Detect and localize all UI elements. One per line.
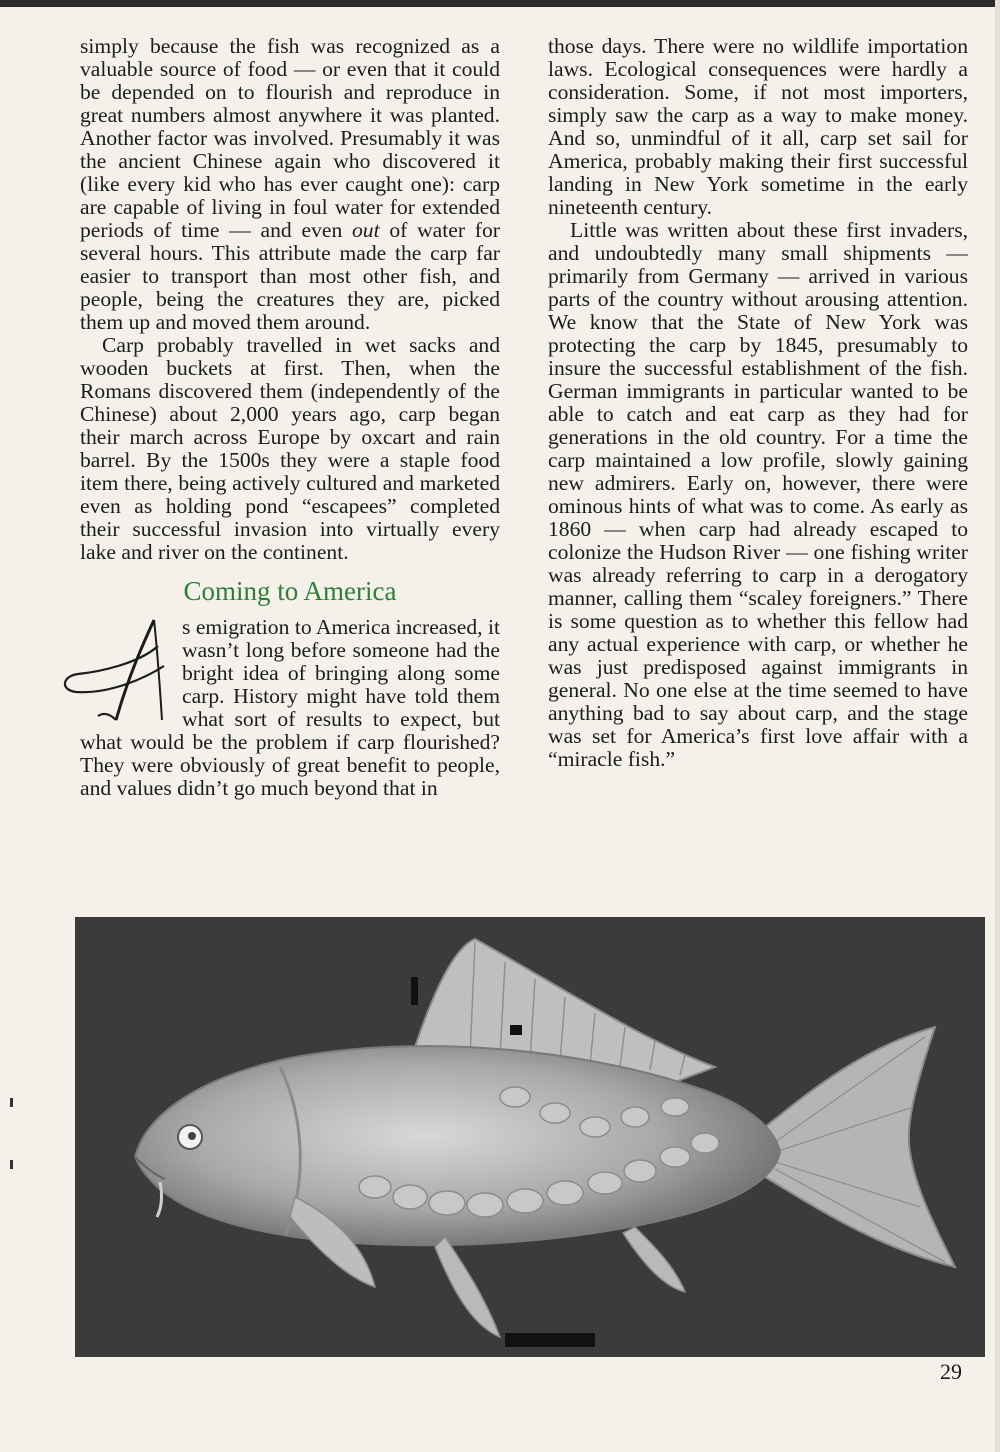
right-column bbox=[548, 35, 968, 771]
paragraph bbox=[80, 616, 500, 800]
paragraph bbox=[80, 35, 500, 334]
paragraph: Little was written about these first invaders, and undoubtedly many small shipments — primarily from Germany — arrived in various parts of the country without arousing attention. We know that the State of New York was protecting the carp by 1845, presumably to insure the successful establishment of the fish. German immigrants in particular wanted to be able to catch and eat carp as they had for generations in the old country. For a time the carp maintained a low profile, slowly gaining new admirers. Early on, however, there were ominous hints of what was to come. As early as 1860 — when carp had already escaped to colonize the Hudson River — one fishing writer was already referring to carp in a derogatory manner, calling them “scaley foreigners.” There is some question as to whether this fellow had any actual experience with carp, or whether he was just predisposed against immigrants in general. No one else at the time seemed to have anything bad to say about carp, and the stage was set for America’s first love affair with a “miracle fish.” bbox=[548, 218, 968, 771]
paragraph: Carp probably travelled in wet sacks and wooden buckets at first. Then, when the Romans discovered them (independently of the Chinese) about 2,000 years ago, carp began their march across Europe by oxcart and rain barrel. By the 1500s they were a staple food item there, being actively cultured and marketed even as holding pond “escapees” completed their successful invasion into virtually every lake and river on the continent. bbox=[80, 333, 500, 564]
page-number: 29 bbox=[940, 1359, 962, 1384]
paragraph: those days. There were no wildlife importation laws. Ecological consequences were hardly a consideration. Some, if not most importers, simply saw the carp as a way to make money. And so, unmindful of it all, carp set sail for America, probably making their first successful landing in New York sometime in the early nineteenth century. bbox=[548, 34, 968, 219]
carp-icon bbox=[75, 917, 985, 1357]
carp-illustration bbox=[75, 917, 985, 1357]
section-heading: Coming to America bbox=[183, 576, 397, 606]
paragraph-text: s emigration to America increased, it wasn’t long before someone had the bright idea of bringing along some carp. History might have told them what sort of results to expect, but what would be the problem if carp flourished? They were obviously of great benefit to people, and values didn’t go much beyond that in bbox=[80, 615, 500, 800]
top-edge-bar bbox=[0, 0, 1000, 7]
drop-cap-letter bbox=[58, 616, 176, 724]
margin-mark bbox=[10, 1098, 13, 1107]
margin-mark bbox=[10, 1160, 13, 1169]
page-edge bbox=[995, 0, 1000, 1452]
paragraph-text: simply because the fish was recognized as a valuable source of food — or even that it could be depended on to flourish and reproduce in great numbers almost anywhere it was planted. Another factor was involved. Presumably it was the ancient Chinese again who discovered it (like every kid who has ever caught one): carp are capable of living in foul water for extended periods of time — and even bbox=[80, 34, 500, 242]
paragraph-text: of water for several hours. This attribute made the carp far easier to transport than most other fish, and people, being the creatures they are, picked them up and moved them around. bbox=[80, 218, 500, 334]
left-column bbox=[80, 35, 500, 800]
drop-cap bbox=[58, 616, 176, 724]
italic-word: out bbox=[352, 218, 380, 242]
